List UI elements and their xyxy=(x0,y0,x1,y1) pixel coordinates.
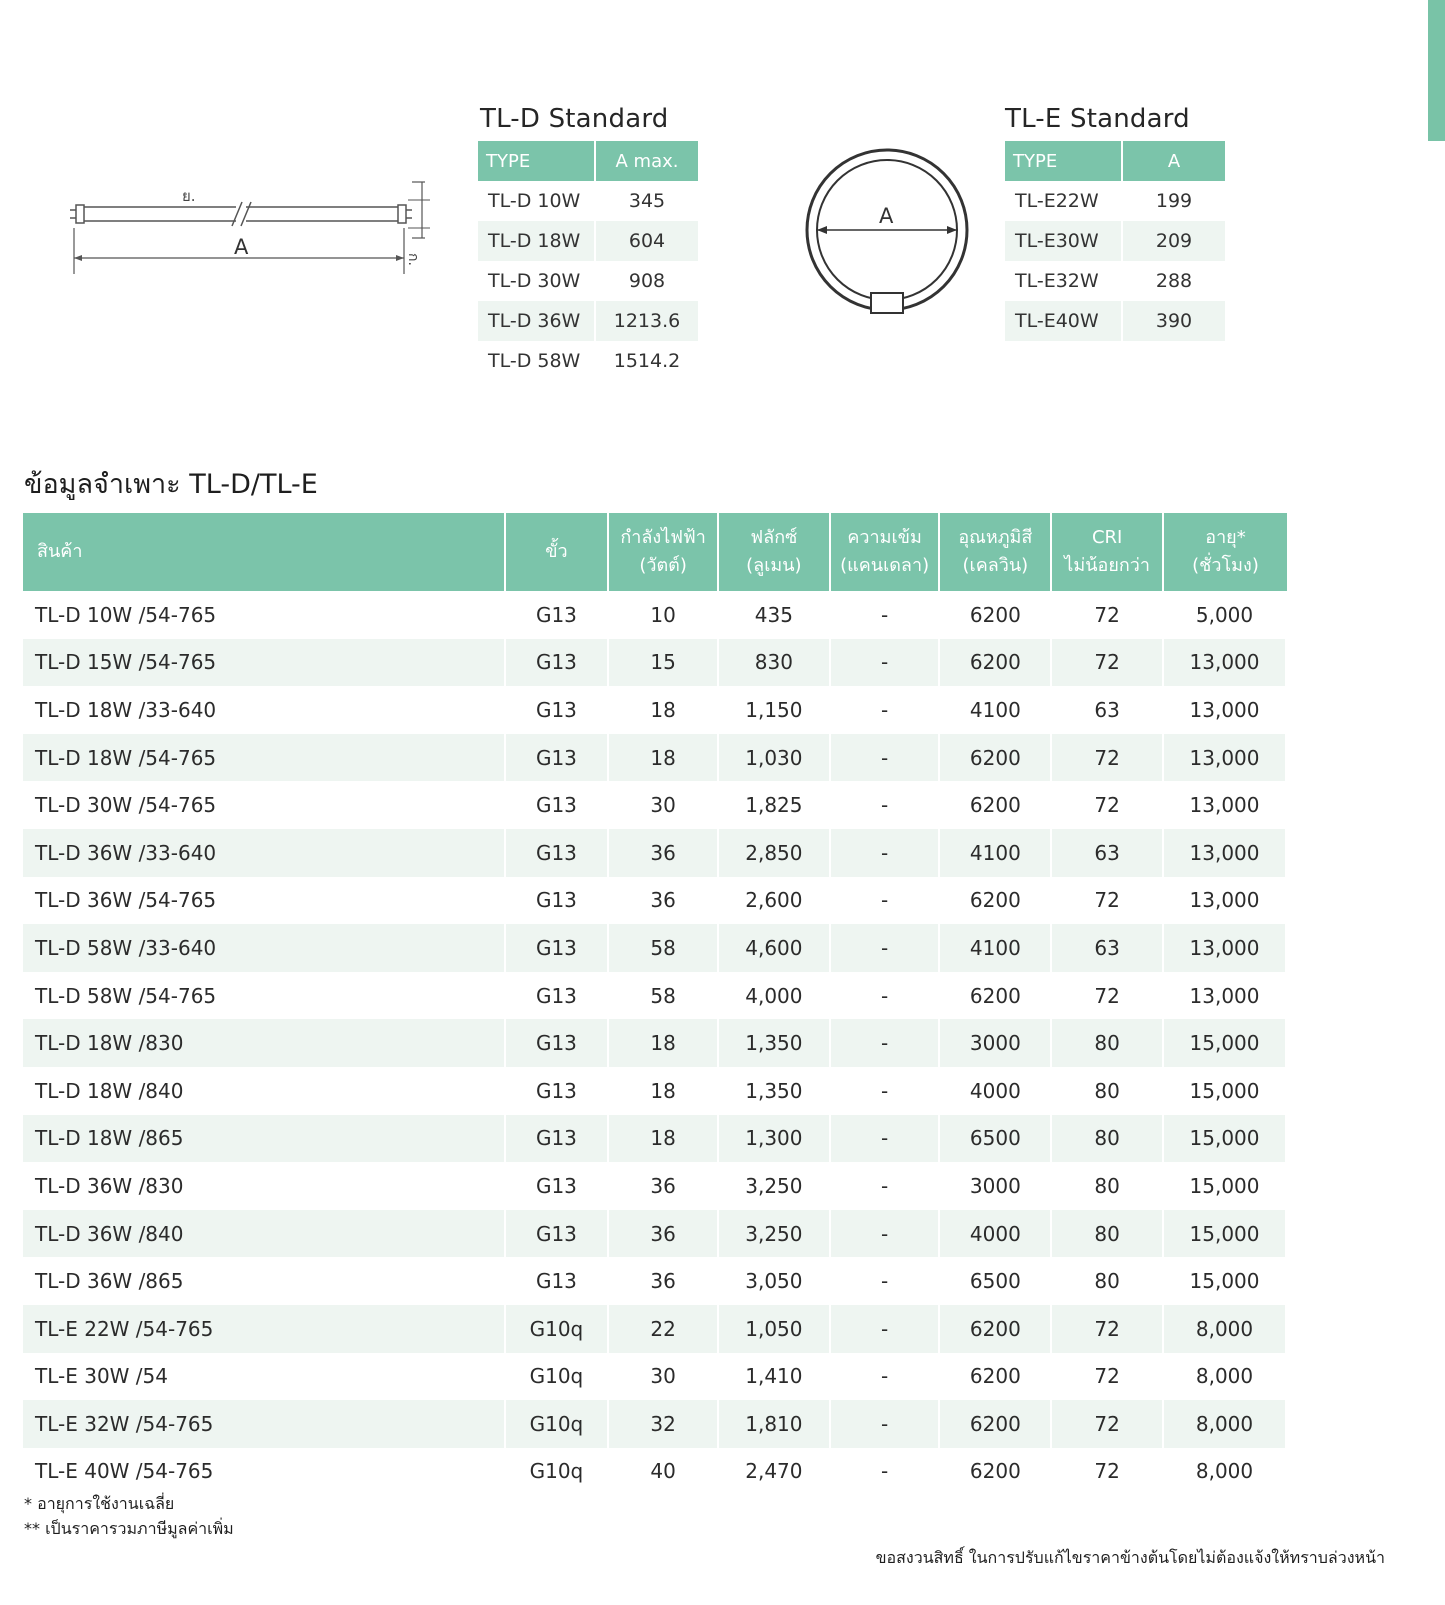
intensity-cell: - xyxy=(881,1364,889,1389)
lifetime-cell: 8,000 xyxy=(1164,1400,1287,1448)
specs-header-row xyxy=(23,513,1287,591)
header-color-temp: อุณหภูมิสี (เคลวิน) xyxy=(940,513,1052,591)
color-temp-cell: 4000 xyxy=(969,1078,1021,1103)
intensity-cell: - xyxy=(881,1269,889,1294)
product-cell: TL-D 18W /33-640 xyxy=(35,697,217,722)
color-temp-cell: 4100 xyxy=(969,697,1021,722)
color-temp-cell: 4100 xyxy=(940,829,1052,877)
flux-cell: 2,470 xyxy=(745,1459,803,1484)
base-cell: G13 xyxy=(535,602,577,627)
tld-value-cell: 1514.2 xyxy=(613,350,681,372)
cri-cell: 72 xyxy=(1052,734,1164,782)
footnote-disclaimer: ขอสงวนสิทธิ์ ในการปรับแก้ไขราคาข้างต้นโดยไม่ต้องแจ้งให้ทราบล่วงหน้า xyxy=(875,1548,1385,1567)
tld-type-cell: TL-D 18W xyxy=(478,221,596,261)
lifetime-cell: 13,000 xyxy=(1164,734,1287,782)
table-row xyxy=(23,781,1287,829)
flux-cell: 435 xyxy=(754,602,793,627)
tle-row xyxy=(1005,221,1225,261)
cri-cell: 72 xyxy=(1052,1400,1164,1448)
lifetime-cell: 13,000 xyxy=(1189,888,1260,913)
product-cell: TL-D 36W /33-640 xyxy=(23,829,506,877)
flux-cell: 2,850 xyxy=(719,829,831,877)
tld-type-cell: TL-D 30W xyxy=(478,261,596,301)
tle-type-cell: TL-E30W xyxy=(1005,221,1123,261)
lifetime-cell: 8,000 xyxy=(1195,1459,1254,1484)
color-temp-cell: 6500 xyxy=(969,1269,1021,1294)
product-cell: TL-D 36W /840 xyxy=(23,1210,506,1258)
intensity-cell: - xyxy=(881,697,889,722)
wattage-cell: 18 xyxy=(609,1019,719,1067)
base-cell: G13 xyxy=(535,1269,577,1294)
base-cell: G13 xyxy=(535,793,577,818)
header-flux: ฟลักซ์ (ลูเมน) xyxy=(719,513,831,591)
cri-cell: 63 xyxy=(1052,829,1164,877)
cri-cell: 72 xyxy=(1094,1364,1120,1389)
cri-cell: 72 xyxy=(1052,1305,1164,1353)
cri-cell: 80 xyxy=(1094,1269,1120,1294)
lifetime-cell: 13,000 xyxy=(1164,829,1287,877)
base-cell: G13 xyxy=(506,924,610,972)
tld-row xyxy=(478,221,698,261)
intensity-cell: - xyxy=(831,1400,941,1448)
cri-cell: 63 xyxy=(1094,697,1120,722)
header-product: สินค้า xyxy=(23,513,506,591)
lifetime-cell: 15,000 xyxy=(1189,1173,1260,1198)
header-base: ขั้ว xyxy=(506,513,610,591)
wattage-cell: 15 xyxy=(609,639,719,687)
color-temp-cell: 6200 xyxy=(969,793,1021,818)
lifetime-cell: 13,000 xyxy=(1189,697,1260,722)
table-row xyxy=(23,1067,1287,1115)
flux-cell: 1,150 xyxy=(745,697,803,722)
wattage-cell: 18 xyxy=(650,697,676,722)
tle-standard-title: TL-E Standard xyxy=(1005,104,1190,134)
base-cell: G13 xyxy=(506,1115,610,1163)
tld-row xyxy=(478,181,698,221)
tle-value-cell: 288 xyxy=(1155,270,1193,292)
wattage-cell: 36 xyxy=(609,829,719,877)
tube-dimension-diagram xyxy=(60,170,460,290)
lifetime-cell: 15,000 xyxy=(1164,1115,1287,1163)
wattage-cell: 10 xyxy=(650,602,676,627)
base-cell: G13 xyxy=(506,734,610,782)
tld-type-cell: TL-D 58W xyxy=(478,341,596,381)
side-tab-marker xyxy=(1428,0,1445,141)
tld-value-cell: 908 xyxy=(628,270,666,292)
flux-cell: 1,050 xyxy=(719,1305,831,1353)
base-cell: G13 xyxy=(535,888,577,913)
product-cell: TL-D 18W /865 xyxy=(23,1115,506,1163)
cri-cell: 72 xyxy=(1094,793,1120,818)
intensity-cell: - xyxy=(881,1078,889,1103)
lifetime-cell: 13,000 xyxy=(1189,983,1260,1008)
tle-row xyxy=(1005,301,1225,341)
base-cell: G13 xyxy=(535,983,577,1008)
lifetime-cell: 8,000 xyxy=(1195,1364,1254,1389)
flux-cell: 1,350 xyxy=(719,1019,831,1067)
cri-cell: 72 xyxy=(1094,602,1120,627)
wattage-cell: 36 xyxy=(650,1173,676,1198)
tle-standard-table xyxy=(1005,141,1225,341)
flux-cell: 1,030 xyxy=(719,734,831,782)
ring-label-a: A xyxy=(879,204,894,228)
wattage-cell: 18 xyxy=(650,1078,676,1103)
product-cell: TL-D 15W /54-765 xyxy=(23,639,506,687)
cri-cell: 80 xyxy=(1052,1210,1164,1258)
table-row xyxy=(23,877,1287,925)
wattage-cell: 30 xyxy=(650,1364,676,1389)
product-cell: TL-D 18W /54-765 xyxy=(23,734,506,782)
intensity-cell: - xyxy=(831,829,941,877)
table-row xyxy=(23,1305,1287,1353)
product-cell: TL-D 18W /830 xyxy=(23,1019,506,1067)
flux-cell: 4,600 xyxy=(719,924,831,972)
tld-standard-title: TL-D Standard xyxy=(480,104,669,134)
table-row xyxy=(23,591,1287,639)
base-cell: G13 xyxy=(535,697,577,722)
tld-header-type: TYPE xyxy=(478,141,596,181)
header-cri: CRI ไม่น้อยกว่า xyxy=(1052,513,1164,591)
flux-cell: 2,600 xyxy=(745,888,803,913)
color-temp-cell: 6200 xyxy=(969,602,1021,627)
tle-type-cell: TL-E22W xyxy=(1005,181,1123,221)
wattage-cell: 40 xyxy=(650,1459,676,1484)
intensity-cell: - xyxy=(881,888,889,913)
wattage-cell: 32 xyxy=(609,1400,719,1448)
base-cell: G13 xyxy=(506,1210,610,1258)
flux-cell: 3,050 xyxy=(745,1269,803,1294)
intensity-cell: - xyxy=(831,924,941,972)
wattage-cell: 58 xyxy=(650,983,676,1008)
flux-cell: 1,810 xyxy=(719,1400,831,1448)
lifetime-cell: 15,000 xyxy=(1164,1210,1287,1258)
tle-header-row xyxy=(1005,141,1225,181)
flux-cell: 1,825 xyxy=(745,793,803,818)
product-cell: TL-E 30W /54 xyxy=(35,1364,168,1389)
flux-cell: 3,250 xyxy=(719,1210,831,1258)
flux-cell: 1,300 xyxy=(719,1115,831,1163)
base-cell: G10q xyxy=(529,1364,584,1389)
wattage-cell: 22 xyxy=(609,1305,719,1353)
tld-type-cell: TL-D 10W xyxy=(478,181,596,221)
lifetime-cell: 13,000 xyxy=(1164,639,1287,687)
table-row xyxy=(23,1257,1287,1305)
table-row xyxy=(23,1448,1287,1496)
product-cell: TL-D 18W /840 xyxy=(35,1078,184,1103)
color-temp-cell: 6200 xyxy=(940,639,1052,687)
tube-label-side: ก. xyxy=(405,253,421,266)
specs-table-body xyxy=(23,591,1287,1495)
base-cell: G13 xyxy=(535,1078,577,1103)
lifetime-cell: 5,000 xyxy=(1195,602,1254,627)
wattage-cell: 36 xyxy=(609,1210,719,1258)
product-cell: TL-D 58W /54-765 xyxy=(35,983,217,1008)
table-row xyxy=(23,972,1287,1020)
ring-lamp-diagram xyxy=(800,145,975,325)
table-row xyxy=(23,1019,1287,1067)
tld-row xyxy=(478,301,698,341)
cri-cell: 80 xyxy=(1052,1115,1164,1163)
table-row xyxy=(23,1400,1287,1448)
base-cell: G13 xyxy=(535,1173,577,1198)
wattage-cell: 18 xyxy=(609,1115,719,1163)
tube-label-top: ย. xyxy=(182,187,196,205)
wattage-cell: 36 xyxy=(650,1269,676,1294)
product-cell: TL-E 22W /54-765 xyxy=(23,1305,506,1353)
tle-type-cell: TL-E32W xyxy=(1005,261,1123,301)
color-temp-cell: 6200 xyxy=(940,1305,1052,1353)
intensity-cell: - xyxy=(881,602,889,627)
lifetime-cell: 15,000 xyxy=(1189,1078,1260,1103)
lifetime-cell: 15,000 xyxy=(1189,1269,1260,1294)
tld-value-cell: 604 xyxy=(596,221,698,261)
table-row xyxy=(23,1353,1287,1401)
table-row xyxy=(23,639,1287,687)
tle-value-cell: 390 xyxy=(1123,301,1225,341)
color-temp-cell: 6200 xyxy=(940,1400,1052,1448)
cri-cell: 63 xyxy=(1052,924,1164,972)
wattage-cell: 18 xyxy=(609,734,719,782)
tld-row xyxy=(478,261,698,301)
wattage-cell: 58 xyxy=(609,924,719,972)
cri-cell: 80 xyxy=(1052,1019,1164,1067)
header-lifetime: อายุ* (ชั่วโมง) xyxy=(1164,513,1287,591)
flux-cell: 1,410 xyxy=(745,1364,803,1389)
color-temp-cell: 3000 xyxy=(969,1173,1021,1198)
tle-value-cell: 199 xyxy=(1155,190,1193,212)
product-cell: TL-E 32W /54-765 xyxy=(23,1400,506,1448)
color-temp-cell: 6200 xyxy=(969,1364,1021,1389)
color-temp-cell: 3000 xyxy=(940,1019,1052,1067)
specs-section-title: ข้อมูลจำเพาะ TL-D/TL-E xyxy=(24,469,318,500)
base-cell: G13 xyxy=(506,829,610,877)
product-cell: TL-D 36W /830 xyxy=(35,1173,184,1198)
table-row xyxy=(23,829,1287,877)
tld-row xyxy=(478,341,698,381)
product-cell: TL-D 10W /54-765 xyxy=(35,602,217,627)
cri-cell: 72 xyxy=(1094,983,1120,1008)
tle-header-a: A xyxy=(1123,141,1225,181)
footnote-lifetime: * อายุการใช้งานเฉลี่ย xyxy=(24,1494,175,1513)
intensity-cell: - xyxy=(831,639,941,687)
cri-cell: 80 xyxy=(1094,1078,1120,1103)
header-wattage: กำลังไฟฟ้า (วัตต์) xyxy=(609,513,719,591)
tld-header-row xyxy=(478,141,698,181)
footnote-vat: ** เป็นราคารวมภาษีมูลค่าเพิ่ม xyxy=(24,1519,234,1538)
intensity-cell: - xyxy=(881,1459,889,1484)
tld-value-cell: 345 xyxy=(628,190,666,212)
specs-table xyxy=(23,513,1287,1495)
color-temp-cell: 6200 xyxy=(969,888,1021,913)
table-row xyxy=(23,1162,1287,1210)
table-row xyxy=(23,1115,1287,1163)
wattage-cell: 30 xyxy=(650,793,676,818)
intensity-cell: - xyxy=(831,1305,941,1353)
flux-cell: 4,000 xyxy=(745,983,803,1008)
table-row xyxy=(23,1210,1287,1258)
tld-standard-table xyxy=(478,141,698,381)
tld-type-cell: TL-D 36W xyxy=(478,301,596,341)
table-row xyxy=(23,924,1287,972)
lifetime-cell: 15,000 xyxy=(1164,1019,1287,1067)
header-intensity: ความเข้ม (แคนเดลา) xyxy=(831,513,941,591)
tle-type-cell: TL-E40W xyxy=(1005,301,1123,341)
lifetime-cell: 13,000 xyxy=(1164,924,1287,972)
product-cell: TL-E 40W /54-765 xyxy=(35,1459,214,1484)
color-temp-cell: 6200 xyxy=(969,1459,1021,1484)
intensity-cell: - xyxy=(831,1115,941,1163)
tld-header-amax: A max. xyxy=(596,141,698,181)
color-temp-cell: 6500 xyxy=(940,1115,1052,1163)
flux-cell: 1,350 xyxy=(745,1078,803,1103)
cri-cell: 72 xyxy=(1052,639,1164,687)
intensity-cell: - xyxy=(881,983,889,1008)
color-temp-cell: 6200 xyxy=(940,734,1052,782)
table-row xyxy=(23,686,1287,734)
color-temp-cell: 6200 xyxy=(969,983,1021,1008)
lifetime-cell: 13,000 xyxy=(1189,793,1260,818)
tle-row xyxy=(1005,181,1225,221)
base-cell: G13 xyxy=(506,1019,610,1067)
base-cell: G10q xyxy=(506,1400,610,1448)
flux-cell: 830 xyxy=(719,639,831,687)
tube-label-a: A xyxy=(234,235,249,259)
cri-cell: 72 xyxy=(1094,888,1120,913)
color-temp-cell: 4100 xyxy=(940,924,1052,972)
tld-value-cell: 1213.6 xyxy=(596,301,698,341)
base-cell: G10q xyxy=(529,1459,584,1484)
table-row xyxy=(23,734,1287,782)
tle-header-type: TYPE xyxy=(1005,141,1123,181)
product-cell: TL-D 36W /865 xyxy=(35,1269,184,1294)
base-cell: G10q xyxy=(506,1305,610,1353)
product-cell: TL-D 58W /33-640 xyxy=(23,924,506,972)
lifetime-cell: 8,000 xyxy=(1164,1305,1287,1353)
color-temp-cell: 4000 xyxy=(940,1210,1052,1258)
intensity-cell: - xyxy=(881,793,889,818)
tle-value-cell: 209 xyxy=(1123,221,1225,261)
flux-cell: 3,250 xyxy=(745,1173,803,1198)
product-cell: TL-D 36W /54-765 xyxy=(35,888,217,913)
intensity-cell: - xyxy=(831,1210,941,1258)
cri-cell: 80 xyxy=(1094,1173,1120,1198)
wattage-cell: 36 xyxy=(650,888,676,913)
tle-row xyxy=(1005,261,1225,301)
base-cell: G13 xyxy=(506,639,610,687)
intensity-cell: - xyxy=(831,734,941,782)
cri-cell: 72 xyxy=(1094,1459,1120,1484)
intensity-cell: - xyxy=(831,1019,941,1067)
intensity-cell: - xyxy=(881,1173,889,1198)
product-cell: TL-D 30W /54-765 xyxy=(35,793,217,818)
